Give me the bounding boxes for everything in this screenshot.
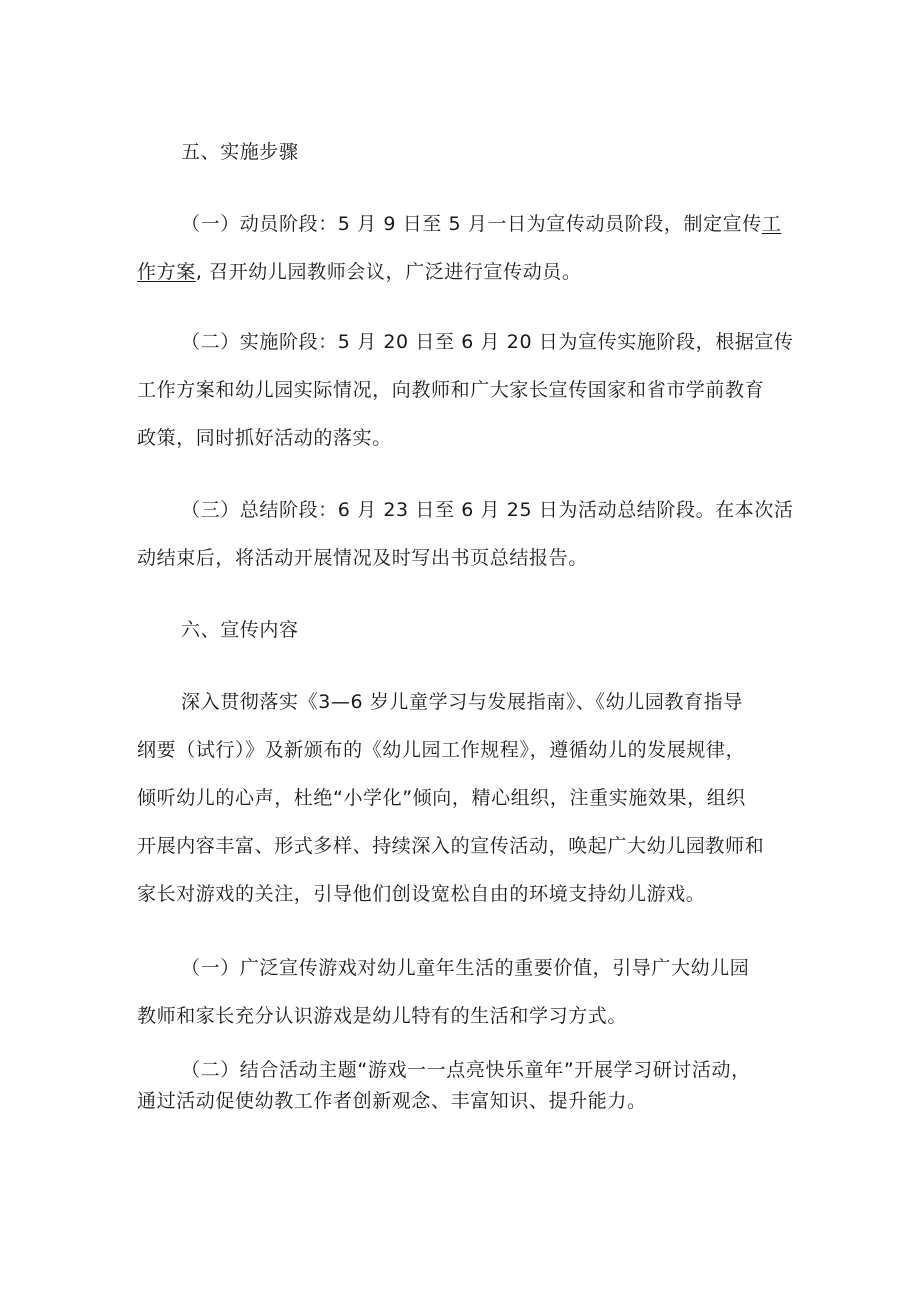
paragraph-line: （二）结合活动主题“游戏一一点亮快乐童年”开展学习研讨活动， <box>181 1059 751 1081</box>
paragraph-line: 通过活动促使幼教工作者创新观念、丰富知识、提升能力。 <box>137 1090 647 1112</box>
paragraph-line: 纲要（试行）》及新颁布的《幼儿园工作规程》，遵循幼儿的发展规律， <box>137 739 746 761</box>
paragraph-intro-cont <box>137 726 764 918</box>
paragraph-line: （二）实施阶段：5 月 20 日至 6 月 20 日为宣传实施阶段，根据宣传 <box>181 331 794 353</box>
heading-text: 六、宣传内容 <box>181 619 299 641</box>
paragraph-mobilization-stage <box>181 200 781 248</box>
paragraph-line: 家长对游戏的关注，引导他们创设宽松自由的环境支持幼儿游戏。 <box>137 883 706 905</box>
paragraph-line: 倾听幼儿的心声，杜绝“小学化”倾向，精心组织，注重实施效果，组织 <box>137 787 746 809</box>
paragraph-implementation-stage-cont <box>137 366 764 462</box>
paragraph-line: （三）总结阶段：6 月 23 日至 6 月 25 日为活动总结阶段。在本次活 <box>181 499 794 521</box>
paragraph-line: 工作方案和幼儿园实际情况，向教师和广大家长宣传国家和省市学前教育 <box>137 379 765 401</box>
paragraph-line <box>181 200 781 248</box>
paragraph-item-two <box>181 1055 751 1086</box>
paragraph-line: （一）广泛宣传游戏对幼儿童年生活的重要价值，引导广大幼儿园 <box>181 957 750 979</box>
paragraph-line <box>137 248 582 296</box>
text-run: （一）动员阶段：5 月 9 日至 5 月一日为宣传动员阶段，制定宣传 <box>181 213 762 235</box>
paragraph-mobilization-stage-cont <box>137 248 582 296</box>
paragraph-item-one <box>181 944 749 992</box>
paragraph-intro <box>181 678 743 726</box>
paragraph-line: 教师和家长充分认识游戏是幼儿特有的生活和学习方式。 <box>137 1005 628 1027</box>
paragraph-item-one-cont <box>137 992 627 1040</box>
underlined-text: 工 <box>761 213 782 235</box>
heading-text: 五、实施步骤 <box>181 141 299 163</box>
paragraph-item-two-cont <box>137 1086 647 1117</box>
paragraph-summary-stage-cont <box>137 534 588 582</box>
paragraph-implementation-stage <box>181 318 794 366</box>
paragraph-line: 深入贯彻落实《3—6 岁儿童学习与发展指南》、《幼儿园教育指导 <box>181 691 743 713</box>
paragraph-line: 政策，同时抓好活动的落实。 <box>137 427 392 449</box>
section-heading-publicity-content <box>181 606 299 654</box>
text-run: , 召开幼儿园教师会议，广泛进行宣传动员。 <box>195 261 582 283</box>
underlined-text: 作方案 <box>137 261 196 283</box>
paragraph-line: 动结束后，将活动开展情况及时写出书页总结报告。 <box>137 547 588 569</box>
section-heading-implementation-steps <box>181 128 299 176</box>
paragraph-summary-stage <box>181 486 794 534</box>
paragraph-line: 开展内容丰富、形式多样、持续深入的宣传活动，唤起广大幼儿园教师和 <box>137 835 765 857</box>
